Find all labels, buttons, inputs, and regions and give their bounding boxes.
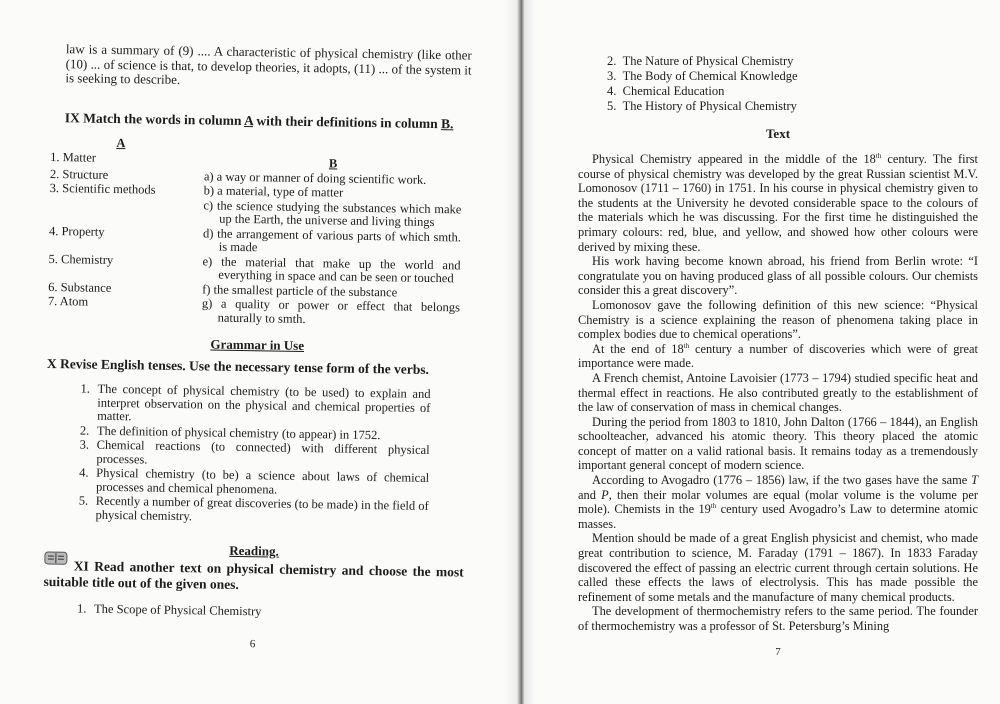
item-text: Recently a number of great discoveries (to be made) in the field of physical chemistry. [95,493,429,523]
exercise-11-heading [43,558,463,597]
text-segment: Physical Chemistry appeared in the middle of the 18 [592,152,876,166]
paragraph [578,415,978,473]
column-b-item: c) the science studying the substances which make up the Earth, the universe and living things [203,197,462,230]
title-option [607,84,978,99]
title-option [607,99,978,114]
italic-symbol: P [601,487,609,502]
list-number: 1. [76,601,87,616]
text-segment: According to Avogadro (1776 – 1856) law, if the two gases have the same [592,473,972,488]
column-a-item: 7. Atom [47,293,89,309]
title-option [607,69,978,84]
column-b-item: b) a material, type of matter [203,183,344,200]
option-text: The Nature of Physical Chemistry [622,54,794,68]
exercise-item [78,494,428,526]
page-number: 7 [775,645,781,658]
item-text: The definition of physical chemistry (to appear) in 1752. [96,423,381,442]
reading-text [578,152,978,634]
list-number: 4. [607,84,617,98]
paragraph [578,371,978,415]
text-segment: Lomonosov gave the following definition of this new science: “Physical Chemistry is a science explaining the reason of phenomena taking place in complex bodies due to chemical operations”. [578,297,978,342]
text-segment: , then their molar volumes are equal (molar volume is the volume per mole). Chemists in the 19 [578,487,978,517]
heading-text: with their definitions in column [252,112,442,131]
superscript: th [875,151,882,160]
option-text: The History of Physical Chemistry [622,99,797,113]
heading-text: IX Match the words in column [64,109,245,128]
text-segment: The development of thermochemistry refers to the same period. The founder of thermochemistry was a professor of St. Petersburg’s Mining [578,604,978,633]
column-b-item: g) a quality or power or effect that belongs naturally to smth. [201,296,460,326]
heading-b: B. [440,115,454,131]
paragraph [578,152,978,254]
option-text: The Scope of Physical Chemistry [93,601,262,619]
column-a-item: 2. Structure [49,166,109,182]
text-segment: At the end of 18 [592,341,684,356]
list-number: 2. [607,54,617,68]
text-title: Text [765,126,791,141]
intro-text: law is a summary of (9) .... A characteristic of physical chemistry (like other (10) ... of science is that, to develop theories, it adopts, (11) ... of the system it is seeking to describe. [65,41,472,88]
column-b-item: e) the material that make up the world and everything in space and can be seen or touched [202,253,461,286]
list-number: 1. [80,381,91,396]
paragraph [578,298,978,342]
paragraph [578,254,978,298]
title-option [77,602,463,622]
column-b-item: a) a way or manner of doing scientific work. [203,168,427,187]
column-a-label: A [116,135,126,150]
list-number: 3. [607,69,617,83]
text-segment: His work having become known abroad, his friend from Berlin wrote: “I congratulate you on having produced glass of all possible colours. Our chemists consider this a great discovery”. [578,254,978,298]
column-b-item: d) the arrangement of various parts of which smth. is made [202,225,462,255]
italic-symbol: T [971,473,978,488]
page-7 [578,54,978,658]
exercise-item [80,382,431,428]
text-segment: and [578,487,602,502]
paragraph [578,473,978,531]
list-number: 4. [79,465,89,480]
option-text: The Body of Chemical Knowledge [622,69,798,83]
exercise-10-list [78,382,430,527]
page-6 [43,42,472,653]
text-segment: Mention should be made of a great English physicist and chemist, who made great contribution to science, M. Faraday (1791 – 1867). In 1833 Faraday discovered the effect of passing an electric current through certain solutions. He called these effects the laws of electrolysis. This has made possible the refinement of some metals and the manufacture of many chemical products. [578,531,978,604]
text-segment: century a number of discoveries which were of great importance were made. [578,341,978,371]
column-b-item: f) the smallest particle of the substance [202,281,398,299]
item-text: The concept of physical chemistry (to be used) to explain and interpret observation on the physical and chemical properties of matter. [97,381,431,424]
exercise-9-heading [65,110,471,132]
list-number: 2. [79,422,90,438]
text-segment: During the period from 1803 to 1810, John Dalton (1766 – 1844), an English schoolteacher, advanced his atomic theory. This theory placed the atomic concept of matter on a valid rational basis. It remains today as a tremendously important general concept of modern science. [578,414,978,473]
book-reading-icon [44,550,68,566]
text-segment: century used Avogadro’s Law to determine atomic masses. [578,502,978,531]
column-a-item: 5. Chemistry [48,251,114,267]
column-a-item: 6. Substance [48,279,112,295]
column-b-label: B [328,155,338,170]
page-number: 6 [249,637,256,650]
column-a-item: 3. Scientific methods [49,180,156,197]
paragraph [578,342,978,371]
matching-exercise [48,133,471,328]
heading-text: XI Read another text on physical chemistry and choose the most suitable title out of the given ones. [43,558,464,593]
column-a-item: 1. Matter [50,149,97,165]
title-option [607,54,978,69]
paragraph [578,604,978,633]
item-text: Physical chemistry (to be) a science about laws of chemical processes and chemical phenomena. [95,465,430,497]
item-text: Chemical reactions (to connected) with different physical processes. [96,437,430,467]
list-number: 3. [79,437,90,452]
text-segment: century. The first course of physical chemistry was developed by the great Russian scientist M.V. Lomonosov (1711 – 1760) in 1751. In his course in physical chemistry given to the students at the University he devoted considerable space to the colours of the materials which he was discussing. For the first time he distinguished the primary colours: red, blue, and yellow, and showed how other colours were derived by mixing these. [578,152,978,254]
superscript: th [710,502,717,511]
book-spine-shadow [505,0,535,704]
text-segment: A French chemist, Antoine Lavoisier (1773 – 1794) studied specific heat and thermal effect in reactions. He also contributed greatly to the establishment of the law of conservation of mass in chemical changes. [578,370,978,415]
list-number: 5. [607,99,617,113]
exercise-10-heading: X Revise English tenses. Use the necessary tense form of the verbs. [46,355,430,377]
grammar-section-title: Grammar in Use [210,336,305,353]
list-number: 5. [78,493,89,508]
superscript: th [683,341,690,350]
heading-a: A [243,112,254,128]
reading-section-title: Reading. [229,542,279,559]
column-a-item: 4. Property [48,223,105,239]
option-text: Chemical Education [622,84,725,98]
paragraph [578,531,978,604]
